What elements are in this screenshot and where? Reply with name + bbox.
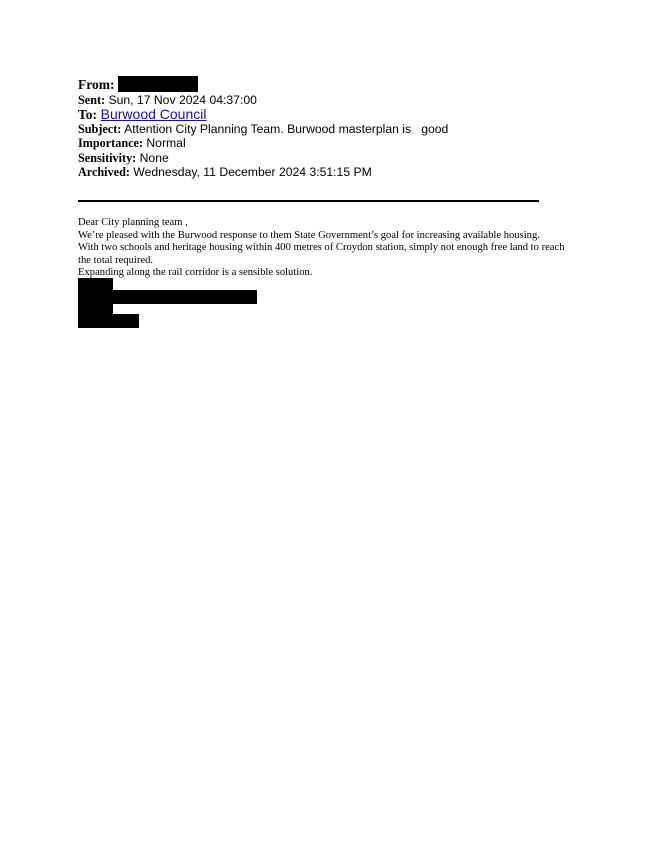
sensitivity-row [78, 151, 618, 165]
subject-value: Attention City Planning Team. Burwood masterplan is good [124, 122, 449, 137]
email-header [78, 76, 618, 179]
to-label: To: [78, 107, 98, 123]
importance-label: Importance: [78, 136, 143, 151]
redacted-signature-line-1 [78, 290, 257, 304]
body-line-1: We’re pleased with the Burwood response to them State Government’s goal for increasing available housing. [78, 229, 540, 241]
from-row [78, 76, 618, 93]
message-body [78, 217, 578, 280]
header-divider [78, 200, 539, 202]
subject-label: Subject: [78, 122, 122, 137]
sensitivity-value: None [139, 150, 169, 165]
from-label: From: [78, 77, 115, 92]
subject-row [78, 122, 618, 136]
body-line-3: Expanding along the rail corridor is a sensible solution. [78, 267, 313, 279]
redacted-signature-line-2 [78, 314, 139, 328]
redacted-sender [118, 76, 198, 92]
archived-row [78, 165, 618, 179]
sent-value: Sun, 17 Nov 2024 04:37:00 [108, 93, 257, 107]
body-line-2: With two schools and heritage housing within 400 metres of Croydon station, simply not enough free land to reach the total required. [78, 242, 565, 266]
to-row [78, 107, 618, 122]
importance-row [78, 136, 618, 150]
recipient-link[interactable]: Burwood Council [100, 106, 207, 123]
archived-value: Wednesday, 11 December 2024 3:51:15 PM [133, 164, 372, 179]
archived-label: Archived: [78, 164, 130, 179]
sent-label: Sent: [78, 93, 106, 107]
sensitivity-label: Sensitivity: [78, 150, 137, 165]
sent-row [78, 93, 618, 107]
importance-value: Normal [146, 136, 186, 151]
greeting: Dear City planning team , [78, 217, 188, 228]
